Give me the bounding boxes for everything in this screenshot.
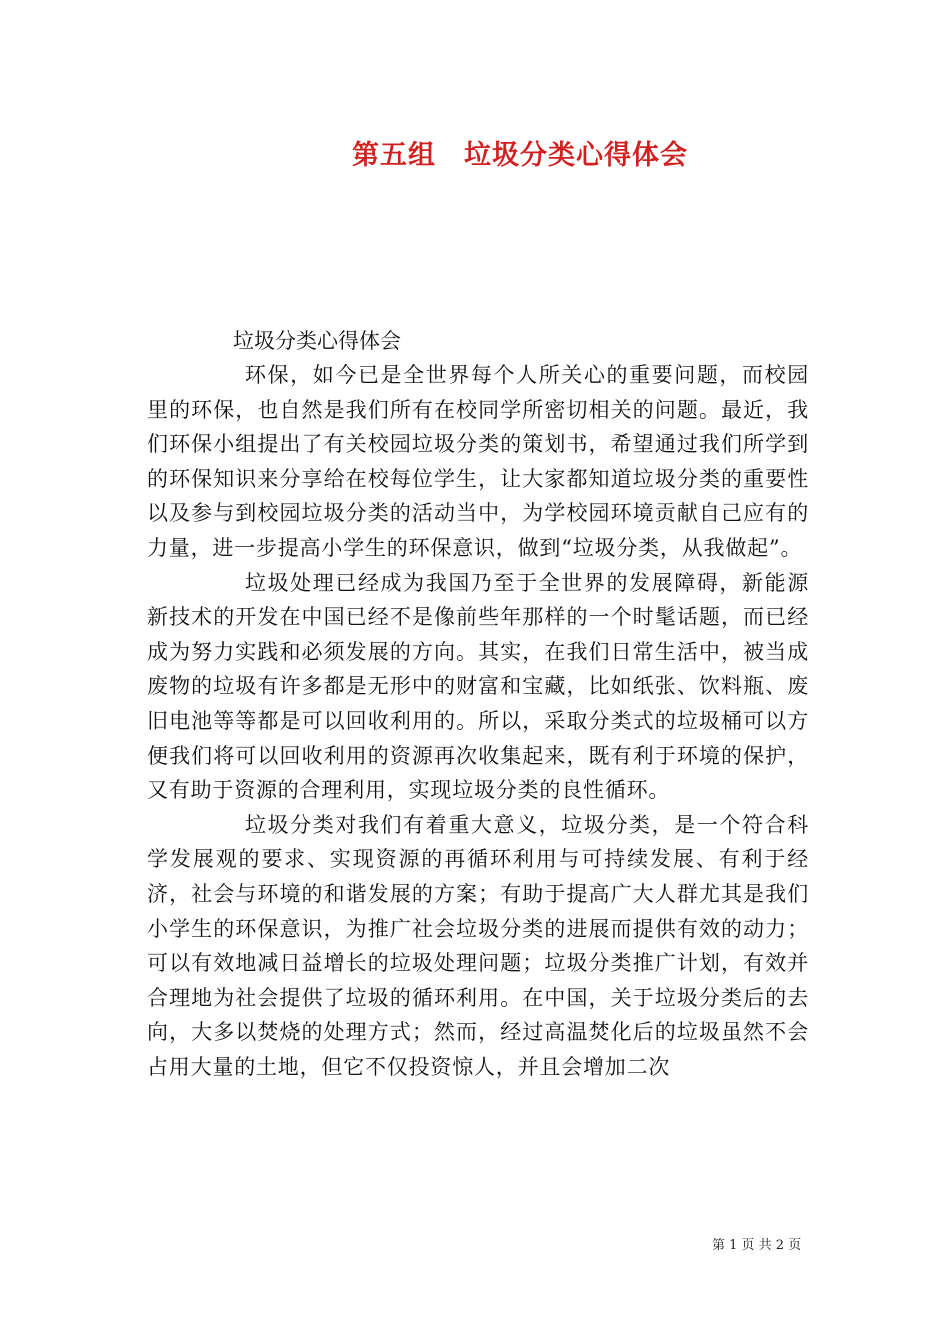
document-title: 第五组 垃圾分类心得体会 (352, 140, 688, 171)
paragraph: 垃圾分类对我们有着重大意义，垃圾分类，是一个符合科学发展观的要求、实现资源的再循环利用与可持续发展、有利于经济，社会与环境的和谐发展的方案；有助于提高广大人群尤其是我们小学生的环保意识，为推广社会垃圾分类的进展而提供有效的动力；可以有效地减日益增长的垃圾处理问题；垃圾分类推广计划，有效并合理地为社会提供了垃圾的循环利用。在中国，关于垃圾分类后的去向，大多以焚烧的处理方式；然而，经过高温焚化后的垃圾虽然不会占用大量的土地，但它不仅投资惊人，并且会增加二次 (147, 812, 809, 1079)
paragraph: 垃圾处理已经成为我国乃至于全世界的发展障碍，新能源新技术的开发在中国已经不是像前些年那样的一个时髦话题，而已经成为努力实践和必须发展的方向。其实，在我们日常生活中，被当成废物的垃圾有许多都是无形中的财富和宝藏，比如纸张、饮料瓶、废旧电池等等都是可以回收利用的。所以，采取分类式的垃圾桶可以方便我们将可以回收利用的资源再次收集起来，既有利于环境的保护，又有助于资源的合理利用，实现垃圾分类的良性循环。 (147, 570, 809, 803)
document-body (147, 358, 809, 1084)
paragraph: 环保，如今已是全世界每个人所关心的重要问题，而校园里的环保，也自然是我们所有在校同学所密切相关的问题。最近，我们环保小组提出了有关校园垃圾分类的策划书，希望通过我们所学到的环保知识来分享给在校每位学生，让大家都知道垃圾分类的重要性以及参与到校园垃圾分类的活动当中，为学校园环境贡献自己应有的力量，进一步提高小学生的环保意识，做到“垃圾分类，从我做起”。 (147, 363, 809, 560)
document-subtitle: 垃圾分类心得体会 (233, 329, 401, 353)
page-footer: 第 1 页 共 2 页 (712, 1238, 802, 1253)
